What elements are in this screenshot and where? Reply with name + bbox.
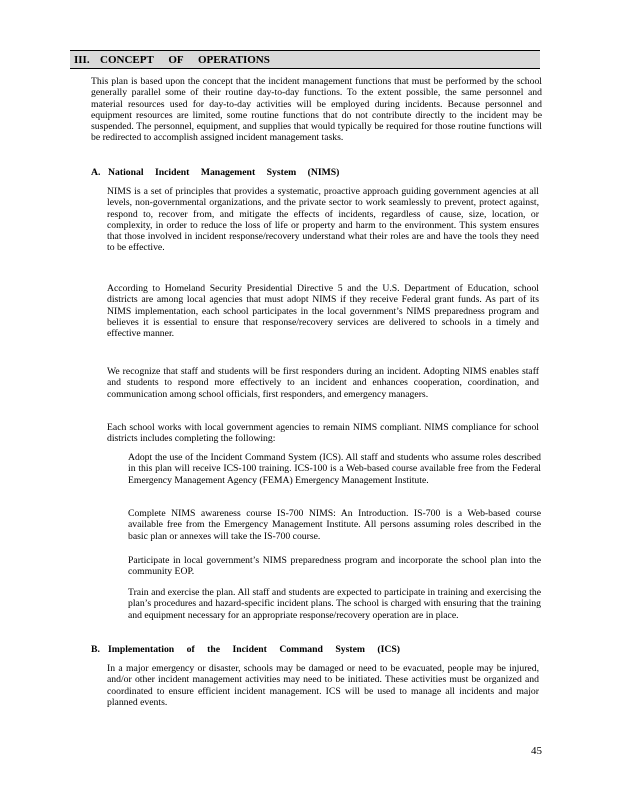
list-item bbox=[109, 508, 541, 542]
list-item-text: Complete NIMS awareness course IS-700 NIMS: An Introduction. IS-700 is a Web-based course available free from the Emergency Management Institute. All persons assuming roles described in the basic plan or annexes will take the IS-700 course. bbox=[128, 508, 541, 542]
page-number: 45 bbox=[531, 745, 542, 757]
list-item-text: Participate in local government’s NIMS preparedness program and incorporate the school plan into the community EOP. bbox=[128, 555, 541, 578]
list-item-text: Train and exercise the plan. All staff and students are expected to participate in training and exercising the plan’s procedures and hazard-specific incident plans. The school is charged with ensuring that the training and equipment necessary for an appropriate response/recovery operation are in place. bbox=[128, 587, 541, 621]
nims-paragraph-1: NIMS is a set of principles that provides a systematic, proactive approach guiding government agencies at all levels, non-governmental organizations, and the private sector to work seamlessly to prevent, protect against, respond to, recover from, and mitigate the effects of incidents, regardless of cause, size, location, or complexity, in order to reduce the loss of life or property and harm to the environment. This system ensures that those involved in incident response/recovery understand what their roles are and have the tools they need to be effective. bbox=[107, 186, 539, 254]
list-item bbox=[109, 452, 541, 486]
nims-paragraph-2: According to Homeland Security Presidential Directive 5 and the U.S. Department of Education, school districts are among local agencies that must adopt NIMS if they receive Federal grant funds. As part of its NIMS implementation, each school participates in the local government’s NIMS preparedness program and believes it is essential to ensure that response/recovery services are delivered to schools in a timely and effective manner. bbox=[107, 283, 539, 340]
ics-paragraph-1: In a major emergency or disaster, schools may be damaged or need to be evacuated, people may be injured, and/or other incident management activities may need to be initiated. These activities must be organized and coordinated to ensure efficient incident management. ICS will be used to manage all incidents and major planned events. bbox=[107, 663, 539, 708]
nims-paragraph-3: We recognize that staff and students will be first responders during an incident. Adopting NIMS enables staff and students to respond more effectively to an incident and enhances cooperation, coordination, and communication among school officials, first responders, and emergency managers. bbox=[107, 366, 539, 400]
section-heading bbox=[70, 50, 540, 69]
subsection-b-heading bbox=[91, 644, 400, 656]
subsection-a-title: National Incident Management System (NIMS) bbox=[108, 167, 340, 178]
subsection-b-title: Implementation of the Incident Command System (ICS) bbox=[108, 644, 400, 655]
section-number: III. bbox=[74, 54, 90, 66]
intro-paragraph: This plan is based upon the concept that the incident management functions that must be performed by the school generally parallel some of their routine day-to-day functions. To the extent possible, the same personnel and material resources used for day-to-day activities will be employed during incidents. Because personnel and equipment resources are limited, some routine functions that do not contribute directly to the incident may be suspended. The personnel, equipment, and supplies that would typically be required for those routine functions will be redirected to accomplish assigned incident management tasks. bbox=[91, 76, 542, 144]
list-item bbox=[109, 555, 541, 578]
nims-paragraph-4: Each school works with local government agencies to remain NIMS compliant. NIMS compliance for school districts includes completing the following: bbox=[107, 422, 539, 445]
subsection-b-letter: B. bbox=[91, 644, 100, 655]
subsection-a-heading bbox=[91, 167, 339, 179]
list-item-text: Adopt the use of the Incident Command System (ICS). All staff and students who assume roles described in this plan will receive ICS-100 training. ICS-100 is a Web-based course available free from the Federal Emergency Management Agency (FEMA) Emergency Management Institute. bbox=[128, 452, 541, 486]
section-title: CONCEPT OF OPERATIONS bbox=[100, 54, 270, 66]
subsection-a-letter: A. bbox=[91, 167, 101, 178]
list-item bbox=[109, 587, 541, 621]
